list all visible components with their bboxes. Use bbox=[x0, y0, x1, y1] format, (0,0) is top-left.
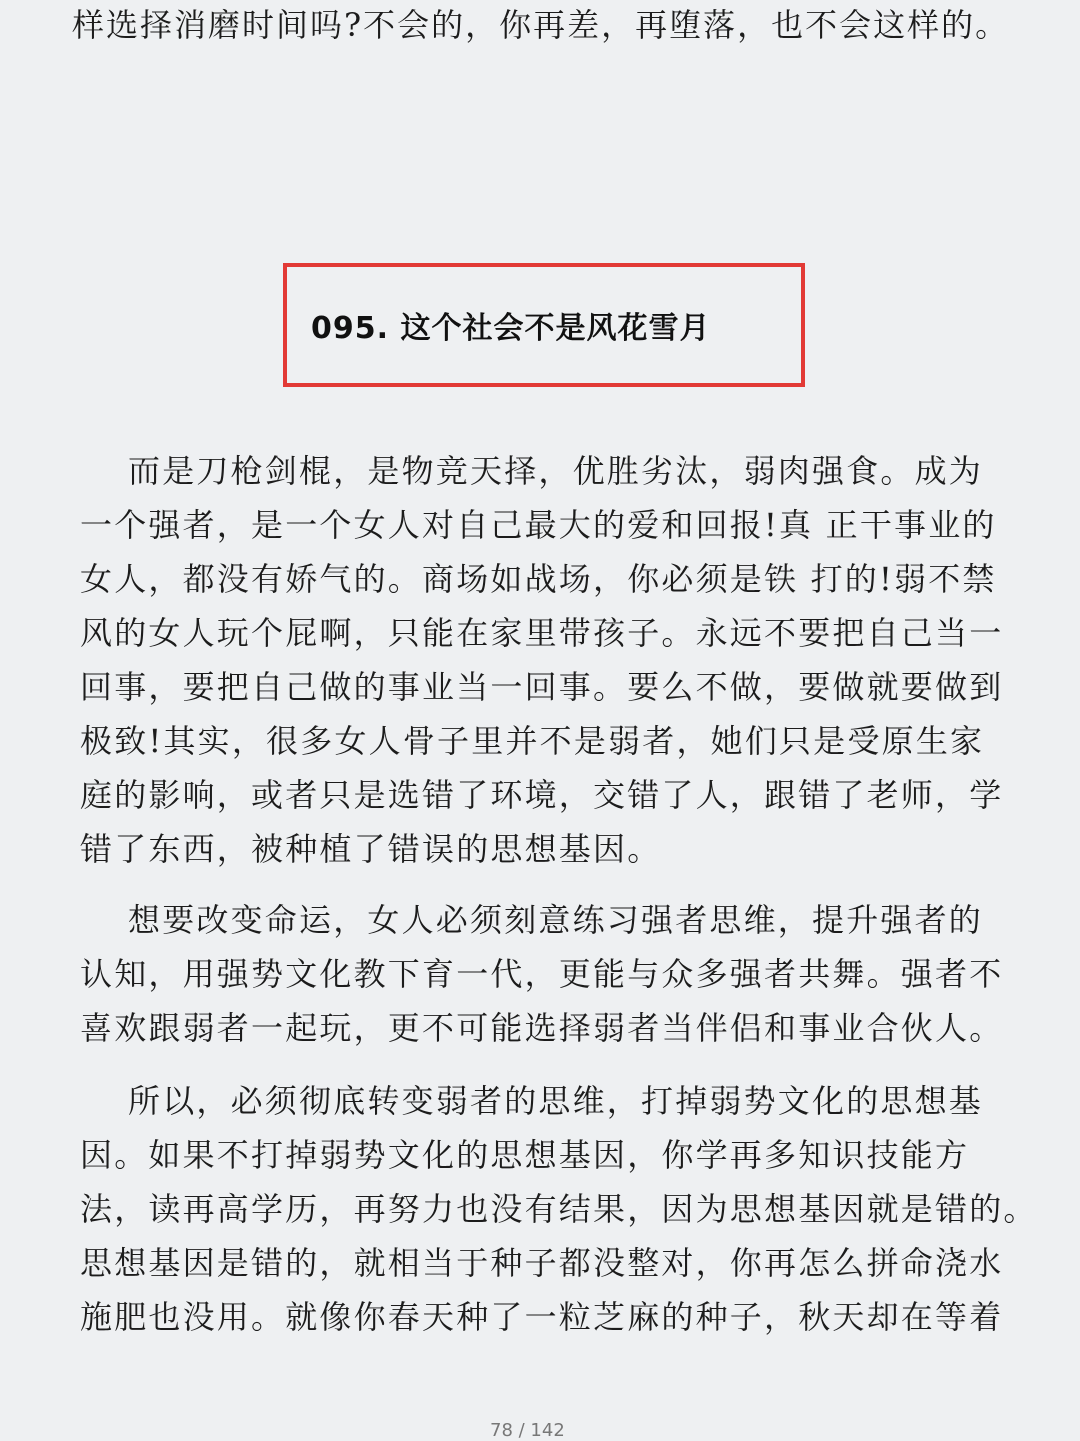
paragraph-line: 女人，都没有娇气的。商场如战场，你必须是铁 打的!弱不禁 bbox=[80, 560, 997, 598]
paragraph-line: 施肥也没用。就像你春天种了一粒芝麻的种子，秋天却在等着 bbox=[80, 1298, 1004, 1336]
paragraph-line: 回事，要把自己做的事业当一回事。要么不做，要做就要做到 bbox=[80, 668, 1004, 706]
page-number: 78 / 142 bbox=[490, 1420, 565, 1441]
paragraph-line: 因。如果不打掉弱势文化的思想基因，你学再多知识技能方 bbox=[80, 1136, 970, 1174]
paragraph-line: 想要改变命运，女人必须刻意练习强者思维，提升强者的 bbox=[128, 901, 984, 939]
paragraph-line: 错了东西，被种植了错误的思想基因。 bbox=[80, 830, 662, 868]
chapter-heading: 095. 这个社会不是风花雪月 bbox=[311, 311, 711, 346]
paragraph-line: 法，读再高学历，再努力也没有结果，因为思想基因就是错的。 bbox=[80, 1190, 1038, 1228]
paragraph-1 bbox=[80, 444, 1004, 876]
paragraph-line: 而是刀枪剑棍，是物竞天择，优胜劣汰，弱肉强食。成为 bbox=[128, 452, 984, 490]
paragraph-line: 喜欢跟弱者一起玩，更不可能选择弱者当伴侣和事业合伙人。 bbox=[80, 1009, 1004, 1047]
paragraph-line: 风的女人玩个屁啊，只能在家里带孩子。永远不要把自己当一 bbox=[80, 614, 1004, 652]
paragraph-2 bbox=[80, 893, 1004, 1055]
paragraph-line: 认知，用强势文化教下育一代，更能与众多强者共舞。强者不 bbox=[80, 955, 1004, 993]
paragraph-3 bbox=[80, 1074, 1038, 1344]
top-continuation-line: 样选择消磨时间吗?不会的，你再差，再堕落，也不会这样的。 bbox=[72, 6, 1010, 44]
paragraph-line: 思想基因是错的，就相当于种子都没整对，你再怎么拼命浇水 bbox=[80, 1244, 1004, 1282]
paragraph-line: 所以，必须彻底转变弱者的思维，打掉弱势文化的思想基 bbox=[128, 1082, 984, 1120]
paragraph-line: 极致!其实，很多女人骨子里并不是弱者，她们只是受原生家 bbox=[80, 722, 985, 760]
chapter-heading-box bbox=[283, 263, 805, 387]
paragraph-line: 庭的影响，或者只是选错了环境，交错了人，跟错了老师，学 bbox=[80, 776, 1004, 814]
paragraph-line: 一个强者，是一个女人对自己最大的爱和回报!真 正干事业的 bbox=[80, 506, 997, 544]
